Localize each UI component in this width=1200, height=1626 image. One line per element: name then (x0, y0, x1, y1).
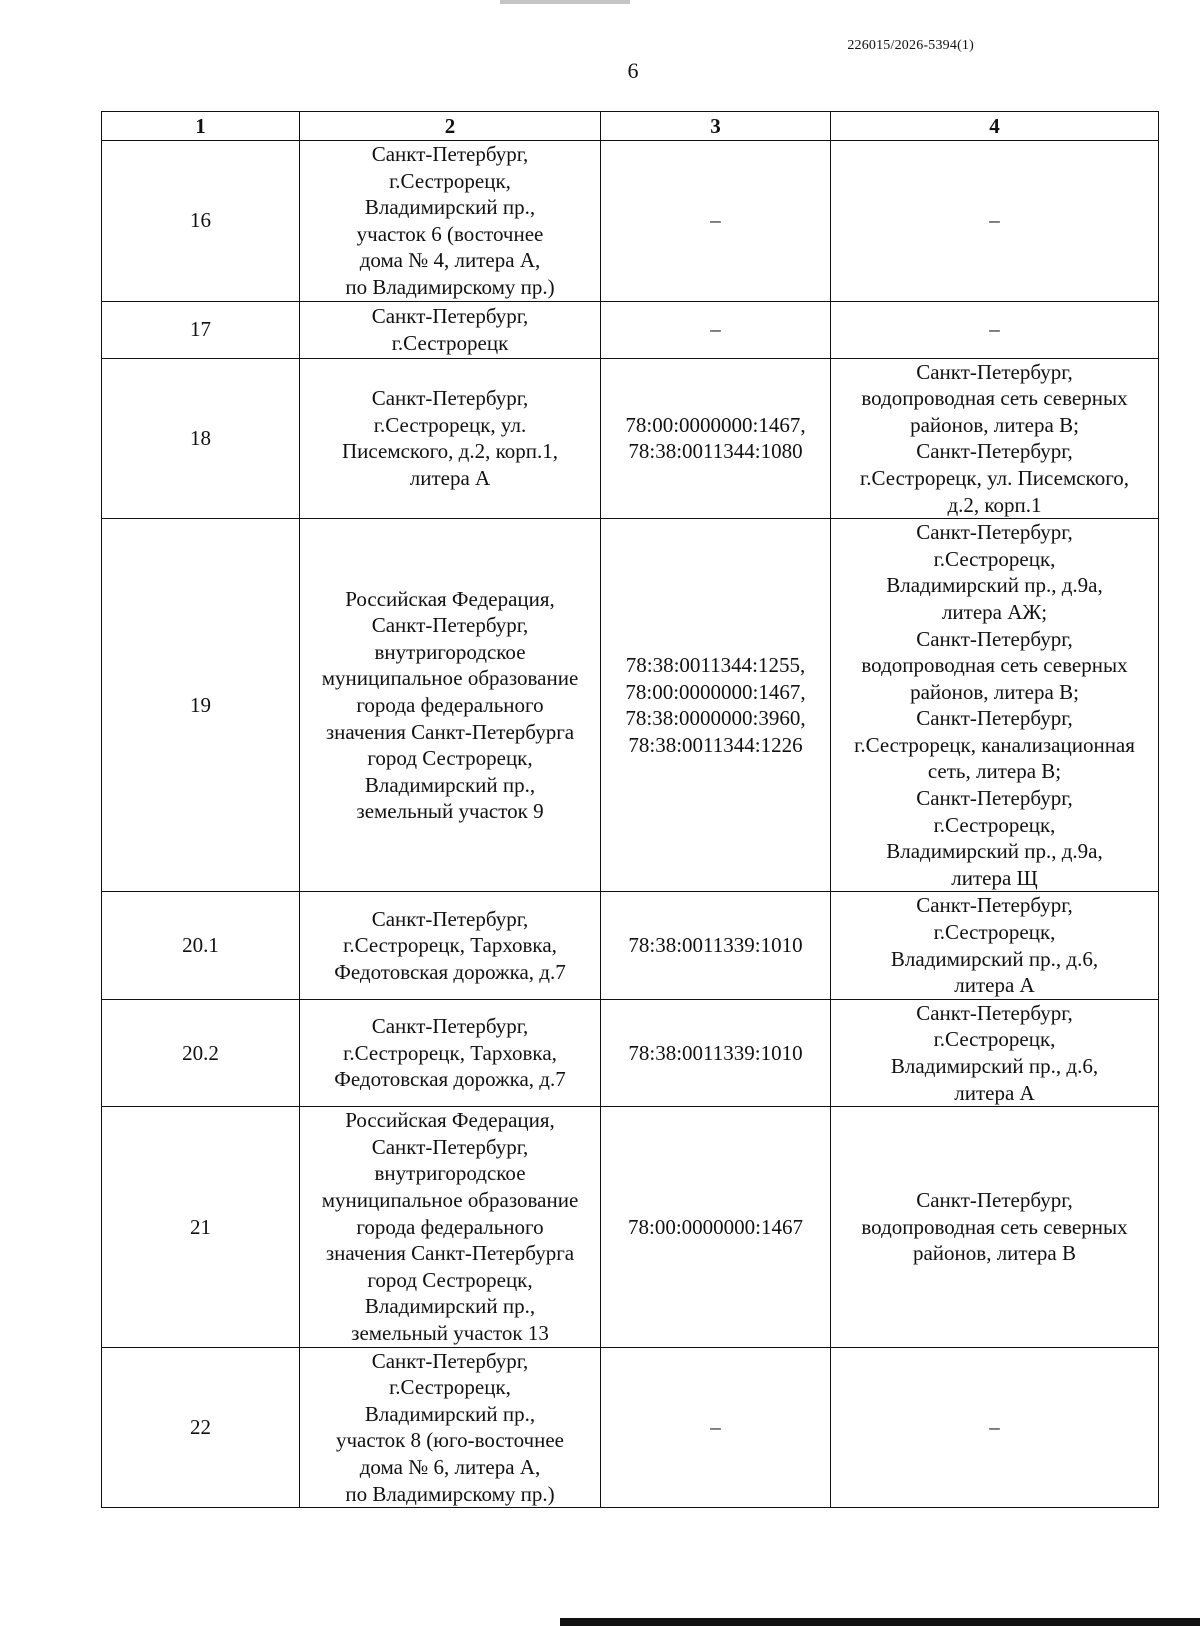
table-row (102, 519, 1159, 892)
column-header-3: 3 (601, 112, 831, 141)
address-cell: Санкт-Петербург, г.Сестрорецк (300, 301, 601, 358)
row-number-cell: 21 (102, 1107, 300, 1347)
cadastral-number-cell: 78:00:0000000:1467 (601, 1107, 831, 1347)
cadastral-number-cell: 78:00:0000000:1467, 78:38:0011344:1080 (601, 358, 831, 519)
column-header-1: 1 (102, 112, 300, 141)
related-objects-cell: Санкт-Петербург, водопроводная сеть северных районов, литера В (831, 1107, 1159, 1347)
address-cell: Санкт-Петербург, г.Сестрорецк, Тарховка, Федотовская дорожка, д.7 (300, 999, 601, 1106)
related-objects-cell: – (831, 141, 1159, 302)
scan-edge-band (560, 1618, 1200, 1626)
related-objects-cell: – (831, 1347, 1159, 1508)
table-row (102, 358, 1159, 519)
related-objects-cell: Санкт-Петербург, г.Сестрорецк, Владимирский пр., д.6, литера А (831, 999, 1159, 1106)
table-header-row (102, 112, 1159, 141)
cadastral-number-cell: – (601, 141, 831, 302)
table-row (102, 999, 1159, 1106)
page-number: 6 (627, 58, 639, 83)
cadastral-number-cell: 78:38:0011339:1010 (601, 892, 831, 999)
row-number-cell: 22 (102, 1347, 300, 1508)
row-number-cell: 19 (102, 519, 300, 892)
column-header-2: 2 (300, 112, 601, 141)
address-cell: Санкт-Петербург, г.Сестрорецк, Владимирский пр., участок 6 (восточнее дома № 4, литера А, по Владимирскому пр.) (300, 141, 601, 302)
row-number-cell: 18 (102, 358, 300, 519)
address-cell: Санкт-Петербург, г.Сестрорецк, ул. Писемского, д.2, корп.1, литера А (300, 358, 601, 519)
address-cell: Санкт-Петербург, г.Сестрорецк, Владимирский пр., участок 8 (юго-восточнее дома № 6, литера А, по Владимирскому пр.) (300, 1347, 601, 1508)
column-header-4: 4 (831, 112, 1159, 141)
related-objects-cell: Санкт-Петербург, водопроводная сеть северных районов, литера В; Санкт-Петербург, г.Сестрорецк, ул. Писемского, д.2, корп.1 (831, 358, 1159, 519)
row-number-cell: 17 (102, 301, 300, 358)
related-objects-cell: Санкт-Петербург, г.Сестрорецк, Владимирский пр., д.6, литера А (831, 892, 1159, 999)
document-id: 226015/2026-5394(1) (847, 38, 974, 53)
related-objects-cell: Санкт-Петербург, г.Сестрорецк, Владимирский пр., д.9а, литера АЖ; Санкт-Петербург, водопроводная сеть северных районов, литера В; Санкт-Петербург, г.Сестрорецк, канализационная сеть, литера В; Санкт-Петербург, г.Сестрорецк, Владимирский пр., д.9а, литера Щ (831, 519, 1159, 892)
row-number-cell: 16 (102, 141, 300, 302)
row-number-cell: 20.2 (102, 999, 300, 1106)
register-table (101, 111, 1159, 1508)
table-row (102, 141, 1159, 302)
table-row (102, 892, 1159, 999)
cadastral-number-cell: 78:38:0011339:1010 (601, 999, 831, 1106)
address-cell: Санкт-Петербург, г.Сестрорецк, Тарховка, Федотовская дорожка, д.7 (300, 892, 601, 999)
scan-artifact-top (500, 0, 630, 4)
table-row (102, 1347, 1159, 1508)
address-cell: Российская Федерация, Санкт-Петербург, внутригородское муниципальное образование города федерального значения Санкт-Петербурга город Сестрорецк, Владимирский пр., земельный участок 13 (300, 1107, 601, 1347)
related-objects-cell: – (831, 301, 1159, 358)
table-row (102, 1107, 1159, 1347)
table-row (102, 301, 1159, 358)
row-number-cell: 20.1 (102, 892, 300, 999)
address-cell: Российская Федерация, Санкт-Петербург, внутригородское муниципальное образование города федерального значения Санкт-Петербурга город Сестрорецк, Владимирский пр., земельный участок 9 (300, 519, 601, 892)
cadastral-number-cell: – (601, 301, 831, 358)
cadastral-number-cell: 78:38:0011344:1255, 78:00:0000000:1467, 78:38:0000000:3960, 78:38:0011344:1226 (601, 519, 831, 892)
cadastral-number-cell: – (601, 1347, 831, 1508)
